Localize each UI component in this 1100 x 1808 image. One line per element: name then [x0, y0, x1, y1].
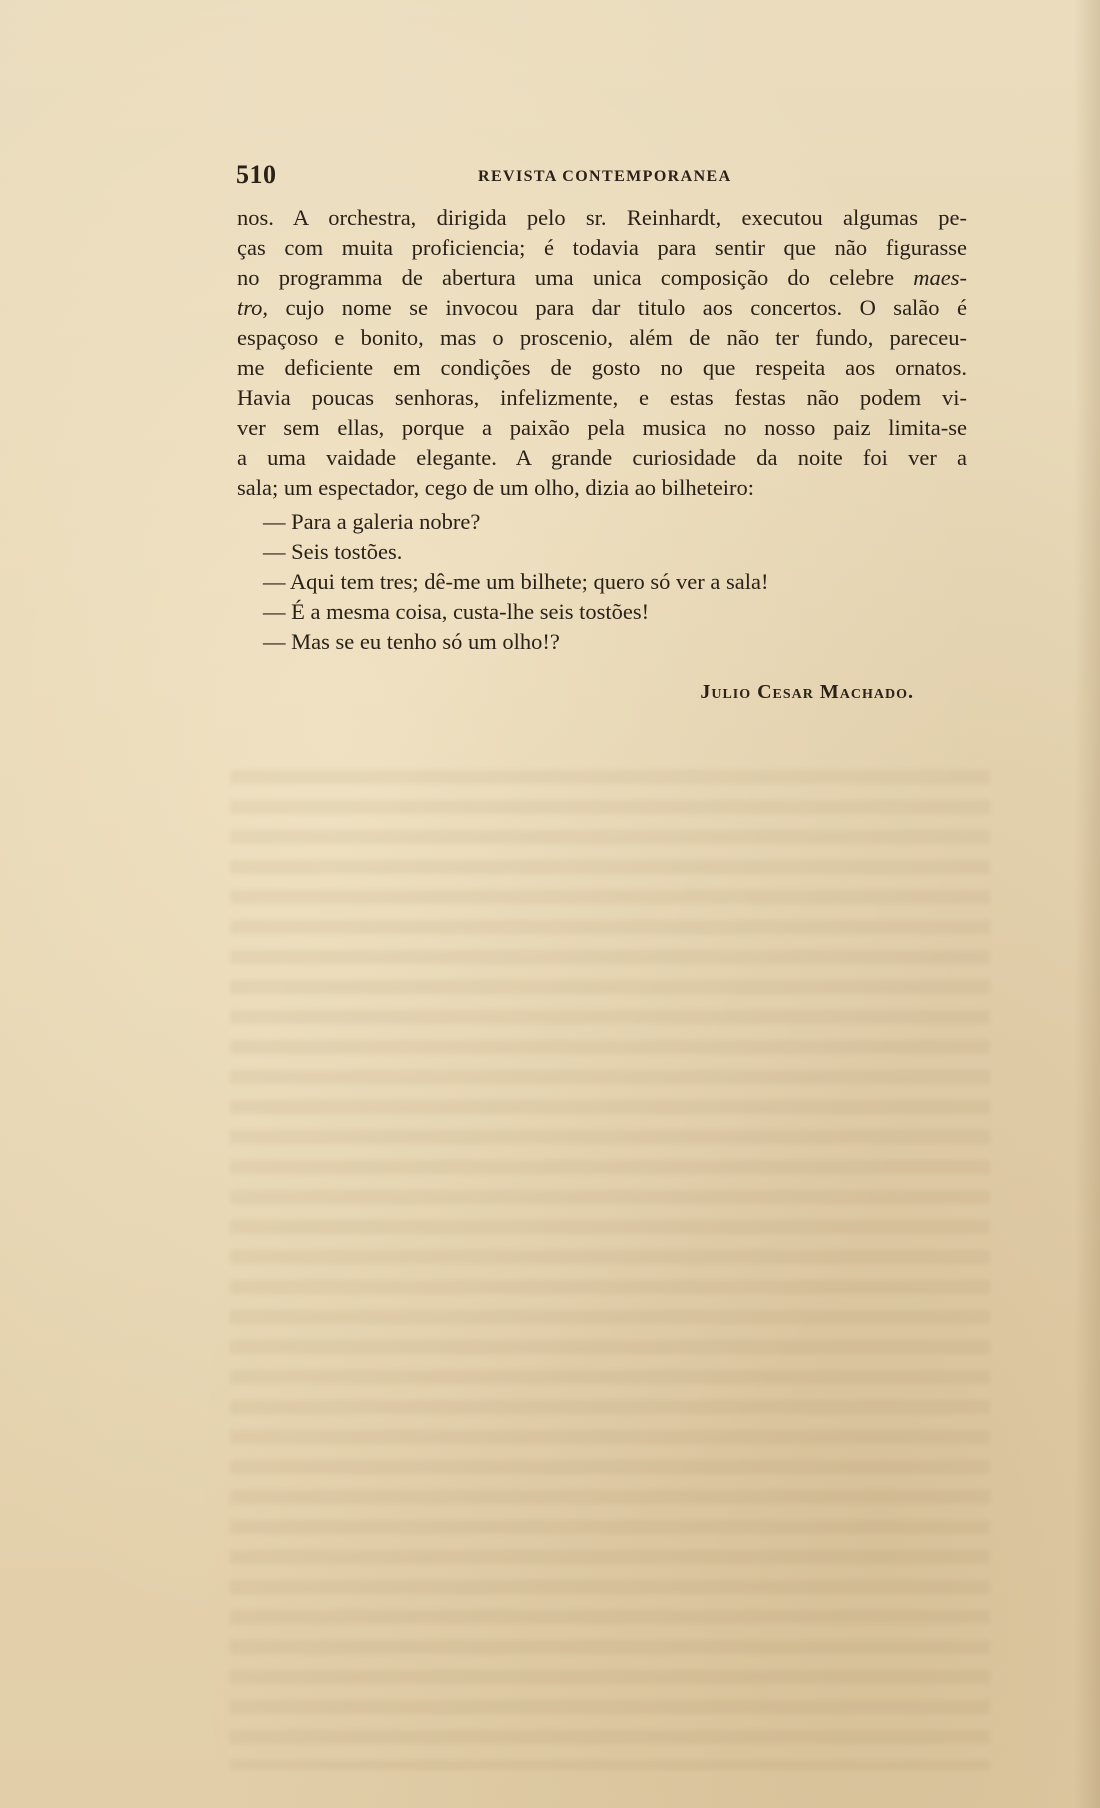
dialogue-line: — Seis tostões.: [263, 539, 403, 564]
text-line: nos. A orchestra, dirigida pelo sr. Reinhardt, executou algumas pe-: [237, 205, 967, 230]
dialogue-block: [263, 507, 963, 657]
page-number: 510: [236, 160, 277, 189]
text-line: [237, 263, 967, 293]
show-through-text: [230, 770, 990, 1770]
dialogue-line: — É a mesma coisa, custa-lhe seis tostões!: [263, 599, 650, 624]
text-line: a uma vaidade elegante. A grande curiosidade da noite foi ver a: [237, 445, 967, 470]
text-line: [237, 293, 967, 323]
text-segment: no programma de abertura uma unica composição do celebre: [237, 265, 895, 290]
text-line: sala; um espectador, cego de um olho, dizia ao bilheteiro:: [237, 475, 755, 500]
dialogue-line: — Para a galeria nobre?: [263, 509, 481, 534]
text-line: espaçoso e bonito, mas o proscenio, além de não ter fundo, pareceu-: [237, 325, 967, 350]
page-header: [236, 160, 966, 190]
dialogue-line: — Mas se eu tenho só um olho!?: [263, 629, 560, 654]
body-text: [237, 203, 967, 503]
italic-word: tro,: [237, 295, 269, 320]
text-line: ver sem ellas, porque a paixão pela musica no nosso paiz limita-se: [237, 415, 967, 440]
dialogue-line: — Aqui tem tres; dê-me um bilhete; quero só ver a sala!: [263, 569, 769, 594]
italic-word: maes-: [913, 265, 967, 290]
page-edge-shadow: [1074, 0, 1100, 1808]
author-signature: Julio Cesar Machado.: [700, 681, 914, 703]
text-line: ças com muita proficiencia; é todavia para sentir que não figurasse: [237, 235, 967, 260]
text-line: Havia poucas senhoras, infelizmente, e estas festas não podem vi-: [237, 385, 967, 410]
text-line: me deficiente em condições de gosto no que respeita aos ornatos.: [237, 355, 967, 380]
text-segment: cujo nome se invocou para dar titulo aos concertos. O salão é: [285, 295, 967, 320]
running-title: REVISTA CONTEMPORANEA: [478, 168, 732, 185]
